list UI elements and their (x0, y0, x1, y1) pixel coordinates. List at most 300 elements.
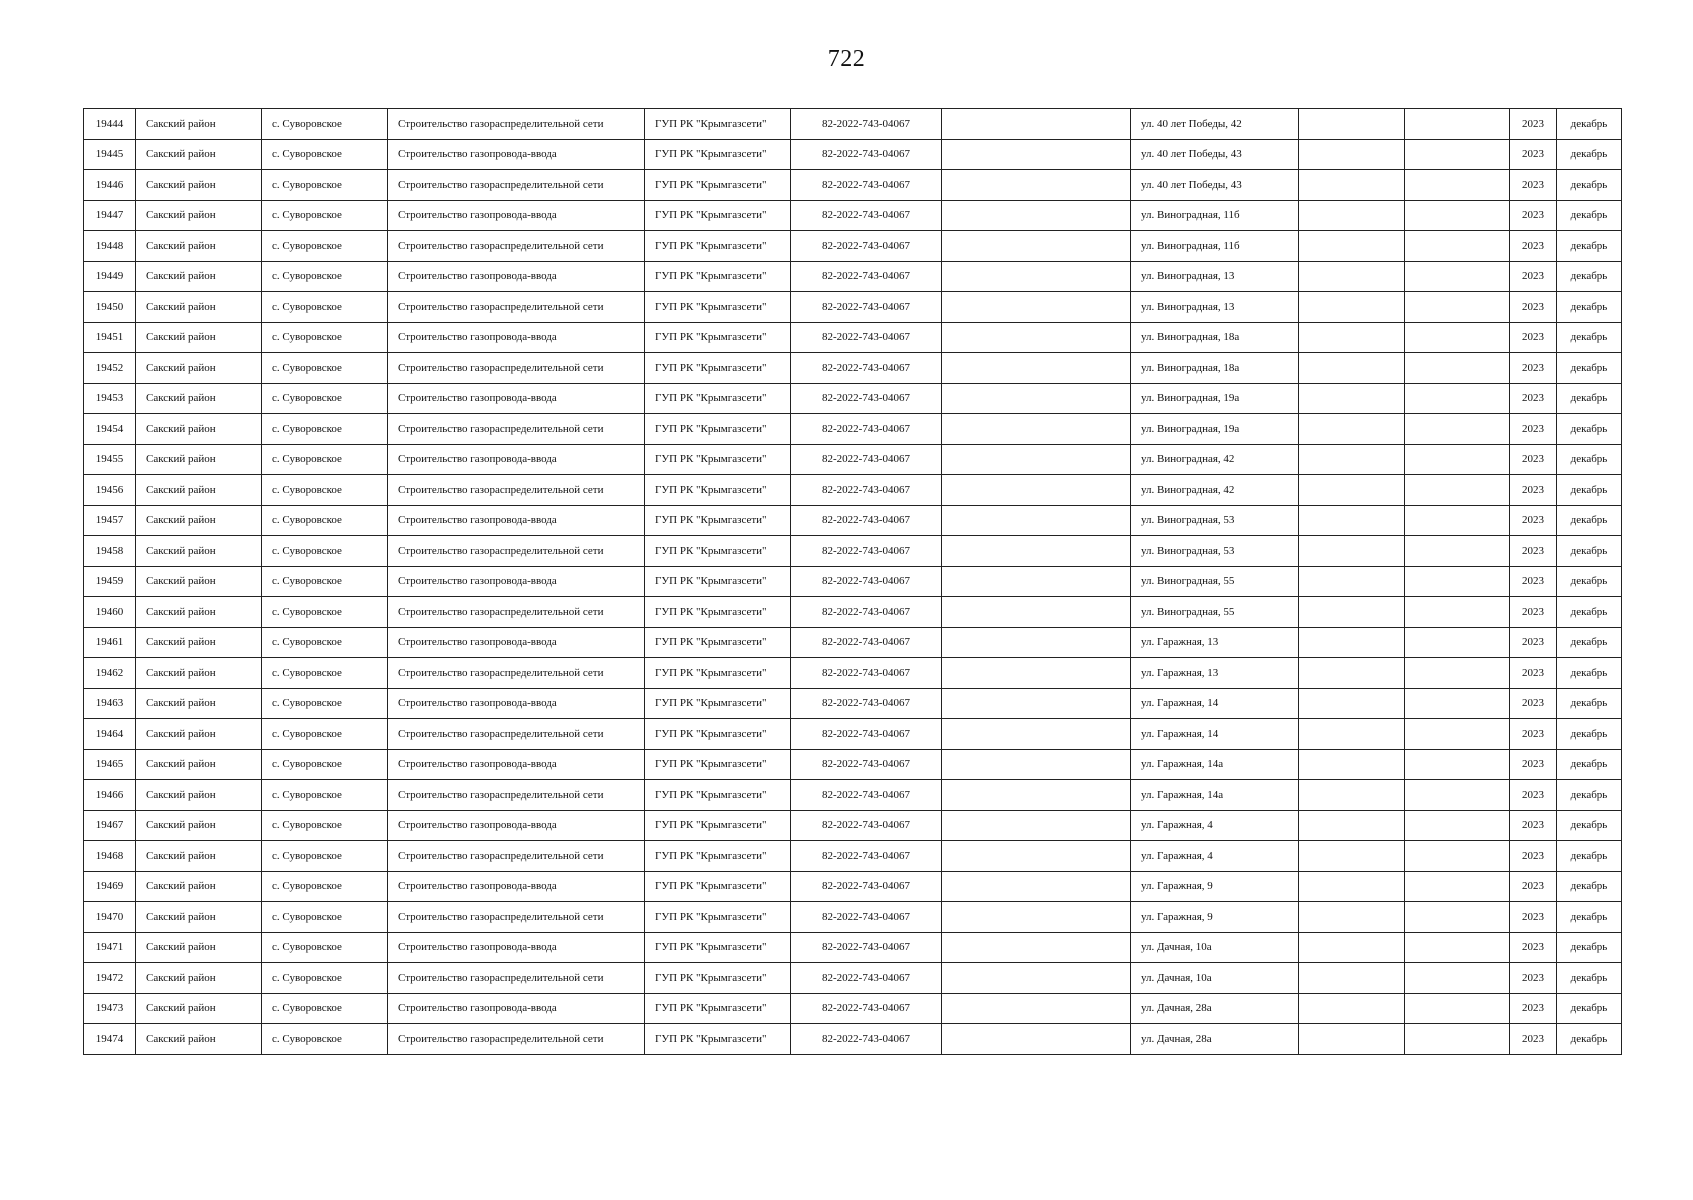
address-cell: ул. Гаражная, 9 (1131, 871, 1299, 902)
organization-cell: ГУП РК "Крымгазсети" (645, 841, 791, 872)
registry-number-cell: 82-2022-743-04067 (791, 749, 942, 780)
table-row (84, 170, 1622, 201)
address-cell: ул. Дачная, 28а (1131, 1024, 1299, 1055)
row-number-cell: 19457 (84, 505, 136, 536)
organization-cell: ГУП РК "Крымгазсети" (645, 597, 791, 628)
table-row (84, 1024, 1622, 1055)
address-cell: ул. Виноградная, 18а (1131, 322, 1299, 353)
settlement-cell: с. Суворовское (262, 719, 388, 750)
empty-cell-1 (942, 902, 1131, 933)
address-cell: ул. Дачная, 10а (1131, 963, 1299, 994)
work-type-cell: Строительство газораспределительной сети (388, 719, 645, 750)
empty-cell-1 (942, 841, 1131, 872)
registry-number-cell: 82-2022-743-04067 (791, 292, 942, 323)
work-type-cell: Строительство газораспределительной сети (388, 353, 645, 384)
month-cell: декабрь (1557, 353, 1622, 384)
year-cell: 2023 (1510, 688, 1557, 719)
month-cell: декабрь (1557, 902, 1622, 933)
registry-number-cell: 82-2022-743-04067 (791, 475, 942, 506)
row-number-cell: 19472 (84, 963, 136, 994)
empty-cell-3 (1405, 139, 1510, 170)
year-cell: 2023 (1510, 932, 1557, 963)
empty-cell-2 (1299, 231, 1405, 262)
row-number-cell: 19473 (84, 993, 136, 1024)
district-cell: Сакский район (136, 200, 262, 231)
registry-number-cell: 82-2022-743-04067 (791, 322, 942, 353)
registry-number-cell: 82-2022-743-04067 (791, 170, 942, 201)
year-cell: 2023 (1510, 871, 1557, 902)
row-number-cell: 19463 (84, 688, 136, 719)
work-type-cell: Строительство газопровода-ввода (388, 322, 645, 353)
row-number-cell: 19456 (84, 475, 136, 506)
table-row (84, 444, 1622, 475)
page-number: 722 (827, 46, 866, 72)
organization-cell: ГУП РК "Крымгазсети" (645, 170, 791, 201)
work-type-cell: Строительство газораспределительной сети (388, 658, 645, 689)
address-cell: ул. Гаражная, 4 (1131, 810, 1299, 841)
work-type-cell: Строительство газопровода-ввода (388, 993, 645, 1024)
empty-cell-2 (1299, 871, 1405, 902)
registry-number-cell: 82-2022-743-04067 (791, 231, 942, 262)
empty-cell-1 (942, 109, 1131, 140)
year-cell: 2023 (1510, 292, 1557, 323)
row-number-cell: 19458 (84, 536, 136, 567)
row-number-cell: 19461 (84, 627, 136, 658)
settlement-cell: с. Суворовское (262, 505, 388, 536)
row-number-cell: 19449 (84, 261, 136, 292)
month-cell: декабрь (1557, 688, 1622, 719)
address-cell: ул. Гаражная, 14а (1131, 749, 1299, 780)
year-cell: 2023 (1510, 353, 1557, 384)
month-cell: декабрь (1557, 932, 1622, 963)
district-cell: Сакский район (136, 688, 262, 719)
table-row (84, 719, 1622, 750)
table-row (84, 963, 1622, 994)
year-cell: 2023 (1510, 383, 1557, 414)
empty-cell-2 (1299, 902, 1405, 933)
row-number-cell: 19460 (84, 597, 136, 628)
year-cell: 2023 (1510, 719, 1557, 750)
district-cell: Сакский район (136, 597, 262, 628)
year-cell: 2023 (1510, 322, 1557, 353)
registry-number-cell: 82-2022-743-04067 (791, 200, 942, 231)
settlement-cell: с. Суворовское (262, 109, 388, 140)
empty-cell-1 (942, 139, 1131, 170)
settlement-cell: с. Суворовское (262, 597, 388, 628)
table-row (84, 810, 1622, 841)
empty-cell-1 (942, 261, 1131, 292)
district-cell: Сакский район (136, 475, 262, 506)
empty-cell-1 (942, 170, 1131, 201)
table-row (84, 597, 1622, 628)
table-row (84, 627, 1622, 658)
empty-cell-1 (942, 871, 1131, 902)
table-row (84, 658, 1622, 689)
empty-cell-1 (942, 963, 1131, 994)
settlement-cell: с. Суворовское (262, 780, 388, 811)
empty-cell-2 (1299, 627, 1405, 658)
work-type-cell: Строительство газопровода-ввода (388, 261, 645, 292)
settlement-cell: с. Суворовское (262, 292, 388, 323)
address-cell: ул. Дачная, 10а (1131, 932, 1299, 963)
year-cell: 2023 (1510, 993, 1557, 1024)
address-cell: ул. Виноградная, 13 (1131, 261, 1299, 292)
district-cell: Сакский район (136, 963, 262, 994)
year-cell: 2023 (1510, 1024, 1557, 1055)
empty-cell-3 (1405, 566, 1510, 597)
address-cell: ул. Гаражная, 9 (1131, 902, 1299, 933)
month-cell: декабрь (1557, 292, 1622, 323)
work-type-cell: Строительство газораспределительной сети (388, 292, 645, 323)
row-number-cell: 19448 (84, 231, 136, 262)
empty-cell-2 (1299, 322, 1405, 353)
year-cell: 2023 (1510, 139, 1557, 170)
registry-number-cell: 82-2022-743-04067 (791, 139, 942, 170)
month-cell: декабрь (1557, 627, 1622, 658)
row-number-cell: 19466 (84, 780, 136, 811)
registry-number-cell: 82-2022-743-04067 (791, 536, 942, 567)
row-number-cell: 19471 (84, 932, 136, 963)
work-type-cell: Строительство газопровода-ввода (388, 688, 645, 719)
address-cell: ул. Дачная, 28а (1131, 993, 1299, 1024)
empty-cell-1 (942, 627, 1131, 658)
empty-cell-1 (942, 749, 1131, 780)
settlement-cell: с. Суворовское (262, 383, 388, 414)
registry-number-cell: 82-2022-743-04067 (791, 932, 942, 963)
registry-number-cell: 82-2022-743-04067 (791, 597, 942, 628)
organization-cell: ГУП РК "Крымгазсети" (645, 505, 791, 536)
organization-cell: ГУП РК "Крымгазсети" (645, 810, 791, 841)
table-row (84, 322, 1622, 353)
district-cell: Сакский район (136, 414, 262, 445)
month-cell: декабрь (1557, 1024, 1622, 1055)
organization-cell: ГУП РК "Крымгазсети" (645, 200, 791, 231)
organization-cell: ГУП РК "Крымгазсети" (645, 231, 791, 262)
address-cell: ул. Гаражная, 14 (1131, 688, 1299, 719)
year-cell: 2023 (1510, 444, 1557, 475)
row-number-cell: 19459 (84, 566, 136, 597)
address-cell: ул. 40 лет Победы, 43 (1131, 170, 1299, 201)
empty-cell-3 (1405, 658, 1510, 689)
organization-cell: ГУП РК "Крымгазсети" (645, 322, 791, 353)
empty-cell-1 (942, 322, 1131, 353)
district-cell: Сакский район (136, 444, 262, 475)
year-cell: 2023 (1510, 963, 1557, 994)
empty-cell-1 (942, 200, 1131, 231)
settlement-cell: с. Суворовское (262, 170, 388, 201)
empty-cell-1 (942, 688, 1131, 719)
empty-cell-1 (942, 780, 1131, 811)
table-row (84, 871, 1622, 902)
table-row (84, 932, 1622, 963)
empty-cell-1 (942, 932, 1131, 963)
table-row (84, 109, 1622, 140)
month-cell: декабрь (1557, 536, 1622, 567)
row-number-cell: 19455 (84, 444, 136, 475)
table-row (84, 688, 1622, 719)
table-row (84, 841, 1622, 872)
empty-cell-2 (1299, 566, 1405, 597)
address-cell: ул. Виноградная, 55 (1131, 566, 1299, 597)
settlement-cell: с. Суворовское (262, 261, 388, 292)
document-table (83, 108, 1622, 1055)
row-number-cell: 19444 (84, 109, 136, 140)
month-cell: декабрь (1557, 261, 1622, 292)
address-cell: ул. Виноградная, 11б (1131, 200, 1299, 231)
month-cell: декабрь (1557, 963, 1622, 994)
organization-cell: ГУП РК "Крымгазсети" (645, 963, 791, 994)
address-cell: ул. Гаражная, 14 (1131, 719, 1299, 750)
year-cell: 2023 (1510, 170, 1557, 201)
address-cell: ул. Виноградная, 13 (1131, 292, 1299, 323)
row-number-cell: 19467 (84, 810, 136, 841)
empty-cell-1 (942, 231, 1131, 262)
month-cell: декабрь (1557, 170, 1622, 201)
settlement-cell: с. Суворовское (262, 1024, 388, 1055)
address-cell: ул. 40 лет Победы, 43 (1131, 139, 1299, 170)
empty-cell-3 (1405, 200, 1510, 231)
district-cell: Сакский район (136, 719, 262, 750)
empty-cell-2 (1299, 383, 1405, 414)
empty-cell-3 (1405, 871, 1510, 902)
month-cell: декабрь (1557, 231, 1622, 262)
address-cell: ул. Виноградная, 53 (1131, 536, 1299, 567)
month-cell: декабрь (1557, 658, 1622, 689)
month-cell: декабрь (1557, 414, 1622, 445)
district-cell: Сакский район (136, 261, 262, 292)
work-type-cell: Строительство газораспределительной сети (388, 170, 645, 201)
empty-cell-3 (1405, 810, 1510, 841)
organization-cell: ГУП РК "Крымгазсети" (645, 780, 791, 811)
month-cell: декабрь (1557, 505, 1622, 536)
year-cell: 2023 (1510, 414, 1557, 445)
organization-cell: ГУП РК "Крымгазсети" (645, 536, 791, 567)
empty-cell-2 (1299, 139, 1405, 170)
empty-cell-3 (1405, 993, 1510, 1024)
registry-number-cell: 82-2022-743-04067 (791, 688, 942, 719)
month-cell: декабрь (1557, 719, 1622, 750)
registry-number-cell: 82-2022-743-04067 (791, 505, 942, 536)
year-cell: 2023 (1510, 627, 1557, 658)
year-cell: 2023 (1510, 902, 1557, 933)
settlement-cell: с. Суворовское (262, 475, 388, 506)
empty-cell-1 (942, 597, 1131, 628)
district-cell: Сакский район (136, 139, 262, 170)
work-type-cell: Строительство газораспределительной сети (388, 109, 645, 140)
address-cell: ул. Виноградная, 18а (1131, 353, 1299, 384)
address-cell: ул. Виноградная, 42 (1131, 475, 1299, 506)
district-cell: Сакский район (136, 780, 262, 811)
organization-cell: ГУП РК "Крымгазсети" (645, 292, 791, 323)
organization-cell: ГУП РК "Крымгазсети" (645, 139, 791, 170)
empty-cell-3 (1405, 505, 1510, 536)
year-cell: 2023 (1510, 658, 1557, 689)
settlement-cell: с. Суворовское (262, 536, 388, 567)
year-cell: 2023 (1510, 200, 1557, 231)
row-number-cell: 19452 (84, 353, 136, 384)
table-row (84, 749, 1622, 780)
empty-cell-1 (942, 566, 1131, 597)
address-cell: ул. Виноградная, 19а (1131, 414, 1299, 445)
settlement-cell: с. Суворовское (262, 566, 388, 597)
empty-cell-2 (1299, 810, 1405, 841)
empty-cell-3 (1405, 932, 1510, 963)
empty-cell-3 (1405, 109, 1510, 140)
empty-cell-3 (1405, 841, 1510, 872)
registry-number-cell: 82-2022-743-04067 (791, 383, 942, 414)
table-row (84, 536, 1622, 567)
empty-cell-3 (1405, 963, 1510, 994)
empty-cell-1 (942, 505, 1131, 536)
registry-number-cell: 82-2022-743-04067 (791, 993, 942, 1024)
address-cell: ул. Виноградная, 11б (1131, 231, 1299, 262)
empty-cell-2 (1299, 1024, 1405, 1055)
empty-cell-2 (1299, 932, 1405, 963)
address-cell: ул. Виноградная, 53 (1131, 505, 1299, 536)
month-cell: декабрь (1557, 780, 1622, 811)
year-cell: 2023 (1510, 780, 1557, 811)
table-row (84, 993, 1622, 1024)
district-cell: Сакский район (136, 505, 262, 536)
empty-cell-1 (942, 475, 1131, 506)
year-cell: 2023 (1510, 109, 1557, 140)
row-number-cell: 19468 (84, 841, 136, 872)
empty-cell-2 (1299, 261, 1405, 292)
address-cell: ул. Виноградная, 55 (1131, 597, 1299, 628)
empty-cell-3 (1405, 780, 1510, 811)
settlement-cell: с. Суворовское (262, 414, 388, 445)
empty-cell-1 (942, 444, 1131, 475)
district-cell: Сакский район (136, 871, 262, 902)
district-cell: Сакский район (136, 231, 262, 262)
year-cell: 2023 (1510, 261, 1557, 292)
empty-cell-2 (1299, 414, 1405, 445)
empty-cell-3 (1405, 231, 1510, 262)
address-cell: ул. Гаражная, 13 (1131, 627, 1299, 658)
settlement-cell: с. Суворовское (262, 932, 388, 963)
settlement-cell: с. Суворовское (262, 139, 388, 170)
district-cell: Сакский район (136, 1024, 262, 1055)
work-type-cell: Строительство газораспределительной сети (388, 475, 645, 506)
registry-number-cell: 82-2022-743-04067 (791, 261, 942, 292)
row-number-cell: 19447 (84, 200, 136, 231)
registry-number-cell: 82-2022-743-04067 (791, 780, 942, 811)
empty-cell-3 (1405, 322, 1510, 353)
month-cell: декабрь (1557, 444, 1622, 475)
settlement-cell: с. Суворовское (262, 993, 388, 1024)
registry-number-cell: 82-2022-743-04067 (791, 414, 942, 445)
settlement-cell: с. Суворовское (262, 231, 388, 262)
organization-cell: ГУП РК "Крымгазсети" (645, 902, 791, 933)
row-number-cell: 19470 (84, 902, 136, 933)
year-cell: 2023 (1510, 475, 1557, 506)
year-cell: 2023 (1510, 810, 1557, 841)
empty-cell-3 (1405, 414, 1510, 445)
district-cell: Сакский район (136, 902, 262, 933)
empty-cell-2 (1299, 170, 1405, 201)
empty-cell-2 (1299, 780, 1405, 811)
work-type-cell: Строительство газопровода-ввода (388, 444, 645, 475)
settlement-cell: с. Суворовское (262, 749, 388, 780)
empty-cell-3 (1405, 749, 1510, 780)
table-row (84, 231, 1622, 262)
settlement-cell: с. Суворовское (262, 688, 388, 719)
organization-cell: ГУП РК "Крымгазсети" (645, 444, 791, 475)
empty-cell-2 (1299, 505, 1405, 536)
settlement-cell: с. Суворовское (262, 902, 388, 933)
empty-cell-1 (942, 810, 1131, 841)
empty-cell-2 (1299, 200, 1405, 231)
work-type-cell: Строительство газораспределительной сети (388, 963, 645, 994)
district-cell: Сакский район (136, 658, 262, 689)
empty-cell-2 (1299, 658, 1405, 689)
registry-number-cell: 82-2022-743-04067 (791, 627, 942, 658)
month-cell: декабрь (1557, 810, 1622, 841)
table-row (84, 383, 1622, 414)
empty-cell-3 (1405, 1024, 1510, 1055)
table-row (84, 292, 1622, 323)
empty-cell-1 (942, 536, 1131, 567)
work-type-cell: Строительство газораспределительной сети (388, 780, 645, 811)
work-type-cell: Строительство газопровода-ввода (388, 139, 645, 170)
row-number-cell: 19474 (84, 1024, 136, 1055)
table-row (84, 902, 1622, 933)
work-type-cell: Строительство газопровода-ввода (388, 627, 645, 658)
row-number-cell: 19462 (84, 658, 136, 689)
organization-cell: ГУП РК "Крымгазсети" (645, 688, 791, 719)
empty-cell-2 (1299, 536, 1405, 567)
row-number-cell: 19453 (84, 383, 136, 414)
empty-cell-2 (1299, 353, 1405, 384)
address-cell: ул. Гаражная, 4 (1131, 841, 1299, 872)
address-cell: ул. 40 лет Победы, 42 (1131, 109, 1299, 140)
row-number-cell: 19469 (84, 871, 136, 902)
year-cell: 2023 (1510, 749, 1557, 780)
month-cell: декабрь (1557, 383, 1622, 414)
month-cell: декабрь (1557, 475, 1622, 506)
district-cell: Сакский район (136, 841, 262, 872)
row-number-cell: 19454 (84, 414, 136, 445)
empty-cell-2 (1299, 597, 1405, 628)
row-number-cell: 19451 (84, 322, 136, 353)
address-cell: ул. Виноградная, 42 (1131, 444, 1299, 475)
registry-number-cell: 82-2022-743-04067 (791, 902, 942, 933)
registry-number-cell: 82-2022-743-04067 (791, 963, 942, 994)
district-cell: Сакский район (136, 932, 262, 963)
registry-number-cell: 82-2022-743-04067 (791, 719, 942, 750)
empty-cell-2 (1299, 444, 1405, 475)
empty-cell-3 (1405, 353, 1510, 384)
year-cell: 2023 (1510, 841, 1557, 872)
registry-number-cell: 82-2022-743-04067 (791, 841, 942, 872)
month-cell: декабрь (1557, 322, 1622, 353)
empty-cell-2 (1299, 109, 1405, 140)
empty-cell-2 (1299, 292, 1405, 323)
registry-number-cell: 82-2022-743-04067 (791, 658, 942, 689)
work-type-cell: Строительство газораспределительной сети (388, 1024, 645, 1055)
work-type-cell: Строительство газопровода-ввода (388, 932, 645, 963)
registry-number-cell: 82-2022-743-04067 (791, 566, 942, 597)
empty-cell-1 (942, 414, 1131, 445)
settlement-cell: с. Суворовское (262, 322, 388, 353)
empty-cell-3 (1405, 170, 1510, 201)
district-cell: Сакский район (136, 993, 262, 1024)
row-number-cell: 19446 (84, 170, 136, 201)
empty-cell-3 (1405, 261, 1510, 292)
year-cell: 2023 (1510, 597, 1557, 628)
registry-number-cell: 82-2022-743-04067 (791, 444, 942, 475)
organization-cell: ГУП РК "Крымгазсети" (645, 749, 791, 780)
